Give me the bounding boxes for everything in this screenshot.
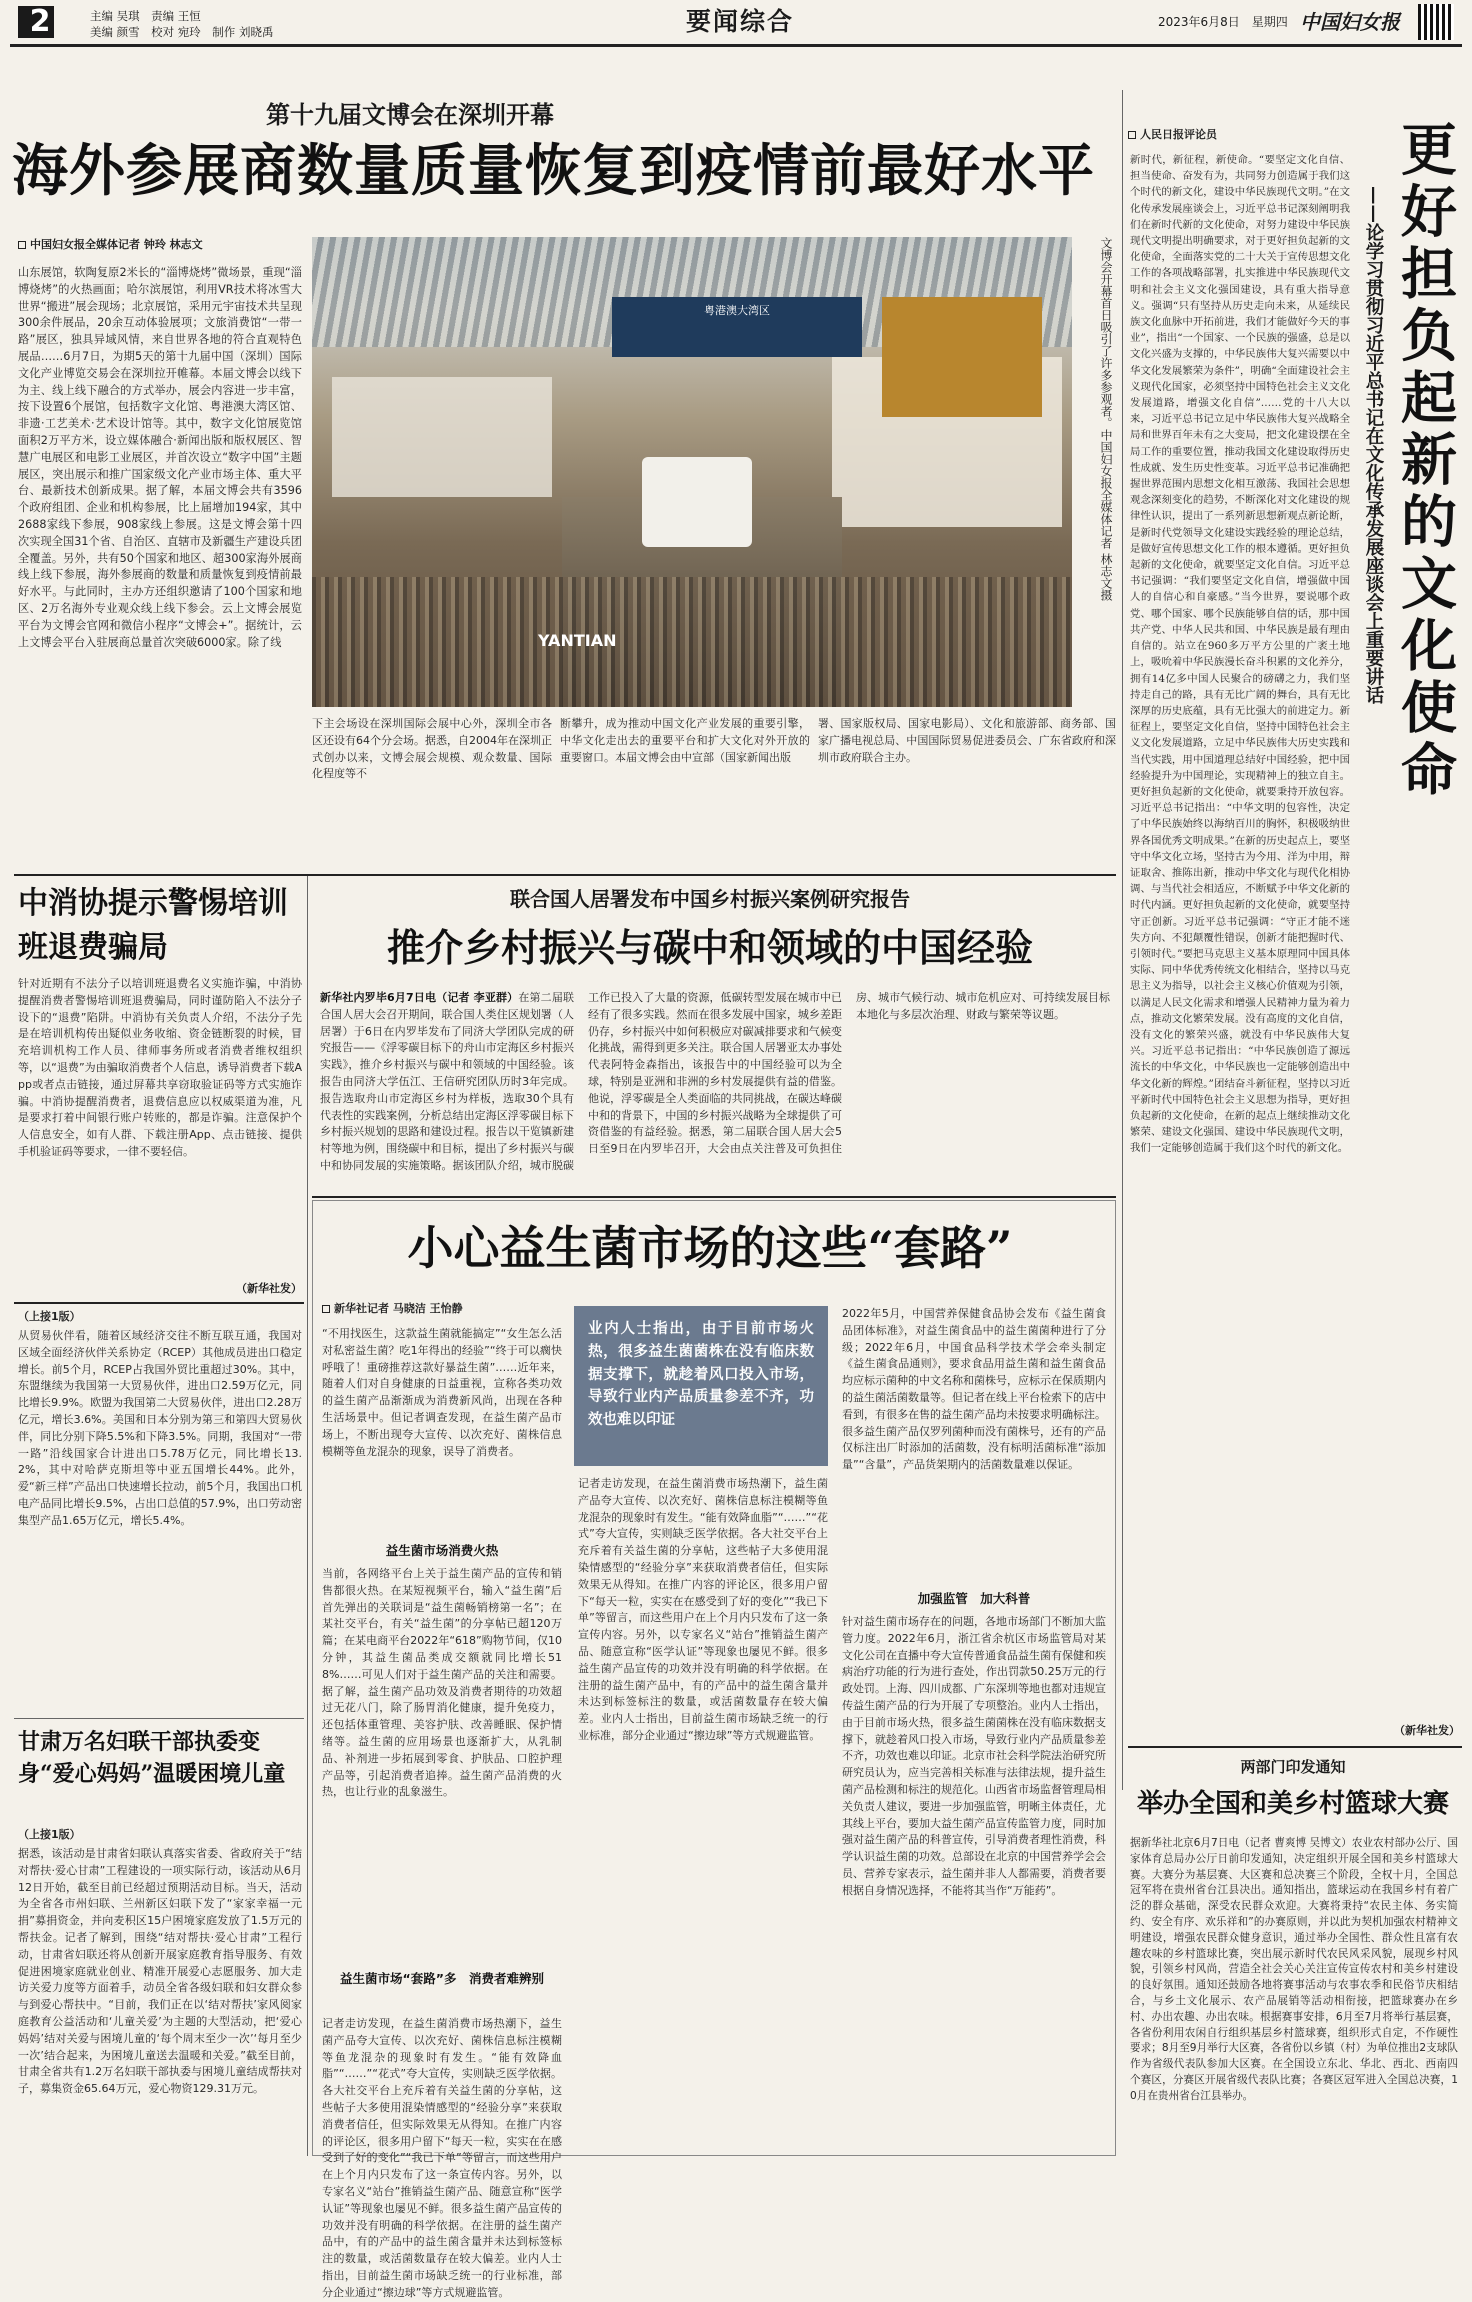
commentary-credit: （新华社发）: [1394, 1724, 1460, 1737]
fraud-body: 针对近期有不法分子以培训班退费名义实施诈骗，中消协提醒消费者警惕培训班退费骗局，同时谨防陷入不法分子设下的“退费”陷阱。中消协有关负责人介绍，不法分子先是在培训机构传出疑似业务收缩、资金链断裂的时候，冒充培训机构工作人员、律师事务所或者消费者维权组织等，以“退费”为由骗取消费者个人信息，诱导消费者下载App或者点击链接，通过屏幕共享窃取验证码等方式实施诈骗。中消协提醒消费者，退费信息应以权威渠道为准，凡是要求打着中间银行账户转账的，都是诈骗。注意保护个人信息安全，如有人群、下载注册App、点击链接、提供手机验证码等要求，一律不要轻信。: [18, 977, 302, 1158]
masthead: [0, 0, 1472, 44]
basketball-top-rule: [1128, 1746, 1462, 1748]
probiotics-col3: 2022年5月，中国营养保健食品协会发布《益生菌食品团体标准》，对益生菌食品中的益生菌菌种进行了分级；2022年6月，中国食品科学技术学会牵头制定《益生菌食品通则》，要求食品用益生菌和益生菌食品均应标示菌种的中文名称和菌株号，应标示在保质期内的益生菌活菌数量等。但记者在线上平台检索下的店中看到，有很多在售的益生菌产品均未按要求明确标注。很多益生菌产品仅罗列菌种而没有菌株号，还有的产品仅标注出厂时添加的活菌数，没有标明活菌标准“添加量”“含量”，产品货架期内的活菌数量难以保证。: [842, 1307, 1106, 1472]
commentary-tag-text: 人民日报评论员: [1140, 128, 1217, 141]
probiotics-byline-text: 新华社记者 马晓洁 王怡静: [334, 1302, 463, 1315]
probiotics-intro: “不用找医生，这款益生菌就能搞定”“女生怎么活对私密益生菌？吃1年得出的经验”“终于可以瘸快呼哦了！重磅推荐这款好暴益生菌”……近年来，随着人们对自身健康的日益重视，宣称各类功效的益生菌产品渐渐成为消费新风尚，出现在各种生活场景中。但记者调查发现，在益生菌产品市场上，不断出现夸大宣传、以次充好、菌株信息模糊等鱼龙混杂的现象，误导了消费者。: [322, 1327, 562, 1458]
probiotics-sec1: 当前，各网络平台上关于益生菌产品的宣传和销售都很火热。在某短视频平台，输入“益生菌”后首先弹出的关联词是“益生菌畅销榜第一名”；在某社交平台，有关“益生菌”的分享帖已超120万篇；在某电商平台2022年“618”购物节间，仅10分钟，其益生菌品类成交额就同比增长518%……可见人们对于益生菌产品的关注和需要。据了解，益生菌产品功效及消费者期待的功效超过无花八门，除了肠胃消化健康，提升免疫力，还包括体重管理、美容护肤、改善睡眠、保护情绪等。益生菌的应用场景也逐渐扩大，从乳制品、补剂进一步拓展到零食、护肤品、口腔护理产品等，引起消费者追捧。益生菌产品消费的火热，也让行业的乱象滋生。: [322, 1567, 562, 1799]
masthead-rule: [10, 44, 1462, 47]
staff-line-2: 美编 颜雪 校对 宛玲 制作 刘晓禹: [90, 25, 274, 39]
commentary-tag: [1128, 126, 1328, 144]
probiotics-sub2: 益生菌市场“套路”多 消费者难辨别: [340, 1971, 544, 1986]
expo-crowd: [312, 577, 1072, 707]
fraud-bottom-rule: [14, 1302, 304, 1304]
probiotics-sec3: 针对益生菌市场存在的问题，各地市场部门不断加大监管力度。2022年6月，浙江省余杭区市场监管局对某文化公司在直播中夸大宣传普通食品益生菌有保健和疾病治疗功能的行为进行查处，作出罚款50.25万元的行政处罚。上海、四川成都、广东深圳等地也都对违规宣传益生菌产品的行为开展了专项整治。业内人士指出，由于目前市场火热，很多益生菌菌株在没有临床数据支撑下，就趁着风口投入市场，导致行业内产品质量参差不齐，功效也难以印证。北京市社会科学院法治研究所研究员认为，应当完善相关标准与法律法规，提升益生菌产品检测和标注的规范化。山西省市场监督管理局相关负责人建议，要进一步加强监管，明晰主体责任，尤其线上平台，要加大益生菌产品宣传监管力度，同时加强对益生菌产品的科普宣传，引导消费者理性消费，科学认识益生菌的功效。总部设在北京的中国营养学会会员、营养专家表示，益生菌并非人人都需要，消费者要根据自身情况选择，不能将其当作“万能药”。: [842, 1615, 1106, 1897]
vertical-divider-left: [307, 876, 308, 2156]
probiotics-byline: [322, 1300, 562, 1318]
expo-photo: [312, 237, 1072, 707]
page-number: 2: [29, 4, 51, 39]
issue-date: 2023年6月8日 星期四: [1158, 15, 1288, 29]
rural-kicker: 联合国人居署发布中国乡村振兴案例研究报告: [510, 887, 910, 911]
vertical-divider-right: [1122, 90, 1123, 1790]
trade-body: 从贸易伙伴看，随着区域经济交往不断互联互通，我国对区域全面经济伙伴关系协定（RCEP）其他成员进出口稳定增长。前5个月，RCEP占我国外贸比重超过30%。其中，东盟继续为我国第一大贸易伙伴，进出口2.59万亿元，同比增长9.9%。欧盟为我国第二大贸易伙伴，进出口2.28万亿元，增长3.6%。美国和日本分别为第三和第四大贸易伙伴，同比分别下降5.5%和下降3.5%。同期，我国对“一带一路”沿线国家合计进出口5.78万亿元，同比增长13.2%，其中对哈萨克斯坦等中亚五国增长44%。此外，爱“新三样”产品出口快速增长拉动，前5个月，我国出口机电产品同比增长9.5%，占出口总值的57.9%，出口劳动密集型产品1.65万亿元，增长5.4%。: [18, 1329, 302, 1527]
lead-tail-col2: 断攀升，成为推动中国文化产业发展的重要引擎，中华文化走出去的重要平台和扩大文化对外开放的重要窗口。本届文博会由中宣部（国家新闻出版: [560, 717, 810, 764]
expo-banner-text: 粤港澳大湾区: [704, 304, 770, 317]
probiotics-byline-marker-icon: [322, 1305, 330, 1313]
commentary-subheadline: ——论学习贯彻习近平总书记在文化传承发展座谈会上重要讲话: [1363, 186, 1384, 704]
pullquote-text: 业内人士指出，由于目前市场火热，很多益生菌菌株在没有临床数据支撑下，就趁着风口投入市场，导致行业内产品质量参差不齐，功效也难以印证: [588, 1321, 814, 1429]
lead-tail-col3: 署、国家版权局、国家电影局）、文化和旅游部、商务部、国家广播电视总局、中国国际贸易促进委员会、广东省政府和深圳市政府联合主办。: [818, 717, 1116, 764]
commentary-tag-marker-icon: [1128, 131, 1136, 139]
gansu-headline: 甘肃万名妇联干部执委变身“爱心妈妈”温暖困境儿童: [18, 1729, 286, 1787]
basketball-kicker: 两部门印发通知: [1240, 1758, 1346, 1776]
photo-caption: 文博会开幕首日吸引了许多参观者。中国妇女报全媒体记者 林志文摄: [1099, 237, 1113, 601]
expo-pavilion-left: [332, 377, 552, 497]
probiotics-headline: 小心益生菌市场的这些“套路”: [407, 1221, 1013, 1275]
expo-center-sign: [642, 457, 752, 547]
trade-bottom-rule: [14, 1718, 304, 1719]
basketball-headline: 举办全国和美乡村篮球大赛: [1136, 1789, 1449, 1819]
commentary-headline: 更好担负起新的文化使命: [1392, 120, 1458, 802]
gansu-continued: （上接1版）: [18, 1828, 81, 1841]
byline-marker-icon: [18, 241, 26, 249]
rural-body-text: 在第二届联合国人居大会召开期间，联合国人类住区规划署（人居署）于6日在内罗毕发布了同济大学团队完成的研究报告——《浮零碳目标下的舟山市定海区乡村振兴实践》，推介乡村振兴与碳中和领域的中国经验。该报告由同济大学伍江、王信研究团队历时3年完成。报告选取舟山市定海区乡村为样板，选取30个具有代表性的实践案例，分析总结出定海区浮零碳目标下乡村振兴规划的思路和建设过程。报告以干览镇新建村等地为例，围绕碳中和目标，提出了乡村振兴与碳中和协同发展的实施策略。据该团队介绍，城市脱碳工作已投入了大量的资源，低碳转型发展在城市中已经有了很多实践。然而在很多发展中国家，城乡差距仍存，乡村振兴中如何积极应对碳减排要求和气候变化挑战，需得到更多关注。联合国人居署亚太办事处代表阿特金森指出，该报告中的中国经验可以为全球，特别是亚洲和非洲的乡村发展提供有益的借鉴。他说，浮零碳是全人类面临的共同挑战，在碳达峰碳中和的背景下，中国的乡村振兴战略为全球提供了可资借鉴的有益经验。据悉，第二届联合国人居大会5日至9日在内罗毕召开，大会由点关注普及可负担住房、城市气候行动、城市危机应对、可持续发展目标本地化与多层次治理、财政与繁荣等议题。: [320, 991, 1110, 1172]
lead-tail-col1: 下主会场设在深圳国际会展中心外，深圳全市各区还设有64个分会场。据悉，自2004年在深圳正式创办以来，文博会展会规模、观众数量、国际化程度等不: [312, 717, 552, 781]
lead-byline-text: 中国妇女报全媒体记者 钟玲 林志文: [30, 238, 203, 251]
rural-bottom-rule: [312, 1196, 1116, 1198]
probiotics-sec2-a: 记者走访发现，在益生菌消费市场热潮下，益生菌产品夸大宣传、以次充好、菌株信息标注模糊等鱼龙混杂的现象时有发生。“能有效降血脂”“……”“花式”夸大宣传，实则缺乏医学依据。各大社交平台上充斥着有关益生菌的分享帖，这些帖子大多使用混染情感型的“经验分享”来获取消费者信任，但实际效果无从得知。在推广内容的评论区，很多用户留下“每天一粒，实实在在感受到了好的变化”“我已下单”等留言，而这些用户在上个月内只发布了这一条宣传内容。另外，以专家名义“站台”推销益生菌产品、随意宣称“医学认证”等现象也屡见不鲜。很多益生菌产品宣传的功效并没有明确的科学依据。在注册的益生菌产品中，有的产品中的益生菌含量并未达到标签标注的数量，或活菌数量存在较大偏差。业内人士指出，目前益生菌市场缺乏统一的行业标准，部分企业通过“擦边球”等方式规避监管。: [322, 2017, 562, 2299]
qr-code-icon: [1418, 4, 1454, 40]
rural-byline: 新华社内罗毕6月7日电（记者 李亚群）: [320, 991, 519, 1004]
staff-line-1: 主编 吴琪 责编 王恒: [90, 9, 201, 23]
expo-yantian-sign: YANTIAN: [538, 631, 617, 650]
probiotics-sub3: 加强监管 加大科普: [917, 1591, 1031, 1606]
gansu-body: 据悉，该活动是甘肃省妇联认真落实省委、省政府关于“结对帮扶·爱心甘肃”工程建设的一项实际行动，该活动从6月12日开始，截至目前已经超过预期活动目标。当天，活动为全省各市州妇联、兰州新区妇联下发了“家家幸福一元捐”募捐资金，并向麦积区15户困境家庭发放了1.5万元的帮扶金。记者了解到，围绕“结对帮扶·爱心甘肃”工程行动，甘肃省妇联还将从创新开展家庭教育指导服务、有效促进困境家庭就业创业、精准开展爱心志愿服务、加大走访关爱力度等方面着手，动员全省各级妇联和妇女群众参与到爱心帮扶中。“目前，我们正在以‘结对帮扶’家风阅家庭教育公益活动和‘儿童关爱’为主题的大型活动，把‘爱心妈妈’结对关爱与困境儿童的‘每个周末至少一次’‘每月至少一次’结合起来，为困境儿童送去温暖和关爱。”截至目前，甘肃全省共有1.2万名妇联干部执委与困境儿童结成帮扶对子，募集资金65.64万元，爱心物资129.31万元。: [18, 1847, 302, 2096]
section-title: 要闻综合: [685, 7, 794, 36]
expo-red-panel: [882, 297, 1042, 417]
newspaper-logo: 中国妇女报: [1300, 10, 1400, 34]
basketball-body: 据新华社北京6月7日电（记者 曹爽博 吴博文）农业农村部办公厅、国家体育总局办公厅日前印发通知，决定组织开展全国和美乡村篮球大赛。大赛分为基层赛、大区赛和总决赛三个阶段，全权十月，全国总冠军将在贵州省台江县决出。通知指出，篮球运动在我国乡村有着广泛的群众基础，深受农民群众欢迎。大赛将秉持“农民主体、务实简约、安全有序、欢乐祥和”的办赛原则，并以此为契机加强农村精神文明建设，增强农民群众健身意识，通过举办全国性、群众性且富有农趣农味的乡村篮球比赛，突出展示新时代农民风采风貌，展现乡村风貌，引领乡村风尚，营造全社会关心关注宣传宣传农村和美乡村建设的良好氛围。通知还鼓励各地将赛事活动与农事农季和民俗节庆相结合，与乡土文化展示、农产品展销等活动相衔接，把篮球赛办在乡村、办出农趣、办出农味。根据赛事安排，6月至7月将举行基层赛，各省份利用农闲自行组织基层乡村篮球赛，组织形式自定，不作硬性要求；8月至9月举行大区赛，各省份以乡镇（村）为单位推出2支球队作为省级代表队参加大区赛。在全国设立东北、华北、西北、西南四个赛区，分赛区开展省级代表队比赛；各赛区冠军进入全国总决赛，10月在贵州省台江县举办。: [1130, 1837, 1458, 2102]
fraud-headline: 中消协提示警惕培训班退费骗局: [18, 886, 288, 965]
probiotics-sec2-b: 记者走访发现，在益生菌消费市场热潮下，益生菌产品夸大宣传、以次充好、菌株信息标注模糊等鱼龙混杂的现象时有发生。“能有效降血脂”“……”“花式”夸大宣传，实则缺乏医学依据。各大社交平台上充斥着有关益生菌的分享帖，这些帖子大多使用混染情感型的“经验分享”来获取消费者信任，但实际效果无从得知。在推广内容的评论区，很多用户留下“每天一粒，实实在在感受到了好的变化”“我已下单”等留言，而这些用户在上个月内只发布了这一条宣传内容。另外，以专家名义“站台”推销益生菌产品、随意宣称“医学认证”等现象也屡见不鲜。很多益生菌产品宣传的功效并没有明确的科学依据。在注册的益生菌产品中，有的产品中的益生菌含量并未达到标签标注的数量，或活菌数量存在较大偏差。业内人士指出，目前益生菌市场缺乏统一的行业标准，部分企业通过“擦边球”等方式规避监管。: [578, 1477, 828, 1742]
lead-kicker: 第十九届文博会在深圳开幕: [266, 100, 554, 129]
rural-headline: 推介乡村振兴与碳中和领域的中国经验: [386, 925, 1033, 970]
trade-continued: （上接1版）: [18, 1310, 81, 1323]
rural-body: [320, 990, 1110, 1190]
fraud-credit: （新华社发）: [236, 1282, 302, 1295]
commentary-body: 新时代，新征程，新使命。“要坚定文化自信、担当使命、奋发有为，共同努力创造属于我们这个时代的新文化，建设中华民族现代文明。”在文化传承发展座谈会上，习近平总书记深刻阐明我们在新时代新的文化使命，对努力建设中华民族现代文明提出明确要求，对于更好担负起新的文化使命，全面落实党的二十大关于宣传思想文化工作的各项战略部署，扎实推进中华民族现代文明和社会主义文化强国建设，具有重大指导意义。强调“只有坚持从历史走向未来，从延续民族文化血脉中开拓前进，我们才能做好今天的事业”，指出“一个国家、一个民族的强盛，总是以文化兴盛为支撑的，中华民族伟大复兴需要以中华文化发展繁荣为条件”，明确“全面建设社会主义现代化国家，必须坚持中国特色社会主义文化发展道路，增强文化自信”……党的十八大以来，习近平总书记立足中华民族伟大复兴战略全局和世界百年未有之大变局，把文化建设摆在全局工作的重要位置，推动我国文化建设取得历史性成就、发生历史性变革。习近平总书记准确把握世界范围内思想文化相互激荡、我国社会思想观念深刻变化的趋势，不断深化对文化建设的规律性认识，提出了一系列新思想新观点新论断，是新时代党领导文化建设实践经验的理论总结，是做好宣传思想文化工作的根本遵循。更好担负起新的文化使命，就要坚定文化自信。习近平总书记强调：“我们要坚定文化自信，增强做中国人的自信心和自豪感。”当今世界，要说哪个政党、哪个国家、哪个民族能够自信的话，那中国共产党、中华人民共和国、中华民族是最有理由自信的。站立在960多万平方公里的广袤土地上，吸吮着中华民族漫长奋斗积累的文化养分，拥有14亿多中国人民聚合的磅礴之力，我们坚持走自己的路，具有无比广阔的舞台，具有无比深厚的历史底蕴，具有无比强大的前进定力。新征程上，要坚定文化自信，坚持中国特色社会主义文化发展道路，立足中华民族伟大历史实践和当代实践，用中国道理总结好中国经验，把中国经验提升为中国理论，实现精神上的独立自主。更好担负起新的文化使命，就要秉持开放包容。习近平总书记指出：“中华文明的包容性，决定了中华民族始终以海纳百川的胸怀，积极吸纳世界各国优秀文明成果。”在新的历史起点上，要坚守中华文化立场，坚持古为今用、洋为中用，辩证取舍、推陈出新，推动中华文化与现代化相协调、与当代社会相适应，不断赋予中华文化新的时代内涵。更好担负起新的文化使命，就要坚持守正创新。习近平总书记强调：“守正才能不迷失方向、不犯颠覆性错误，创新才能把握时代、引领时代。”要把马克思主义基本原理同中国具体实际、同中华优秀传统文化相结合，坚持以马克思主义为指导，以社会主义核心价值观为引领，以满足人民文化需求和增强人民精神力量为着力点，推动文化繁荣发展。没有高度的文化自信，没有文化的繁荣兴盛，就没有中华民族伟大复兴。习近平总书记指出：“中华民族创造了源远流长的中华文化，中华民族也一定能够创造出中华文化新的辉煌。”团结奋斗新征程，坚持以习近平新时代中国特色社会主义思想为指导，更好担负起新的文化使命，在新的起点上继续推动文化繁荣、建设文化强国、建设中华民族现代文明，我们一定能够创造属于我们这个时代的新文化。: [1130, 154, 1350, 1155]
lead-bottom-rule: [14, 874, 1116, 876]
lead-headline: 海外参展商数量质量恢复到疫情前最好水平: [12, 138, 1095, 204]
lead-body: 山东展馆，软陶复原2米长的“淄博烧烤”微场景，重现“淄博烧烤”的火热画面；哈尔滨展馆，利用VR技术将冰雪大世界“搬进”展会现场；北京展馆，采用元宇宙技术共呈现300余件展品，20余互动体验展项；文旅消费馆“一带一路”展区，独具异域风情，来自世界各地的符合直观特色展品……6月7日，为期5天的第十九届中国（深圳）国际文化产业博览交易会在深圳拉开帷幕。本届文博会以线下为主、线上线下融合的方式举办，展会内容进一步丰富，按下设置6个展馆，包括数字文化馆、粤港澳大湾区馆、非遗·工艺美术·艺术设计馆等。其中，数字文化馆展览馆面积2万平方米，设立媒体融合·新闻出版和版权展区、智慧广电展区和电影工业展区，并首次设立“数字中国”主题展区，突出展示和推广国家级文化产业市场主体、重大平台、最新技术创新成果。据了解，本届文博会共有3596个政府组团、企业和机构参展，比上届增加194家，其中2688家线下参展，908家线上参展。这是文博会第十四次实现全国31个省、自治区、直辖市及新疆生产建设兵团全覆盖。另外，共有50个国家和地区、超300家海外展商线上线下参展，海外参展商的数量和质量恢复到疫情前最好水平。与此同时，主办方还组织邀请了100个国家和地区、2万名海外专业观众线上线下参会。云上文博会展览平台为文博会官网和微信小程序“文博会+”。据统计，云上文博会平台入驻展商总量首次突破6000家。除了线: [18, 266, 302, 649]
probiotics-sub1: 益生菌市场消费火热: [385, 1543, 499, 1558]
